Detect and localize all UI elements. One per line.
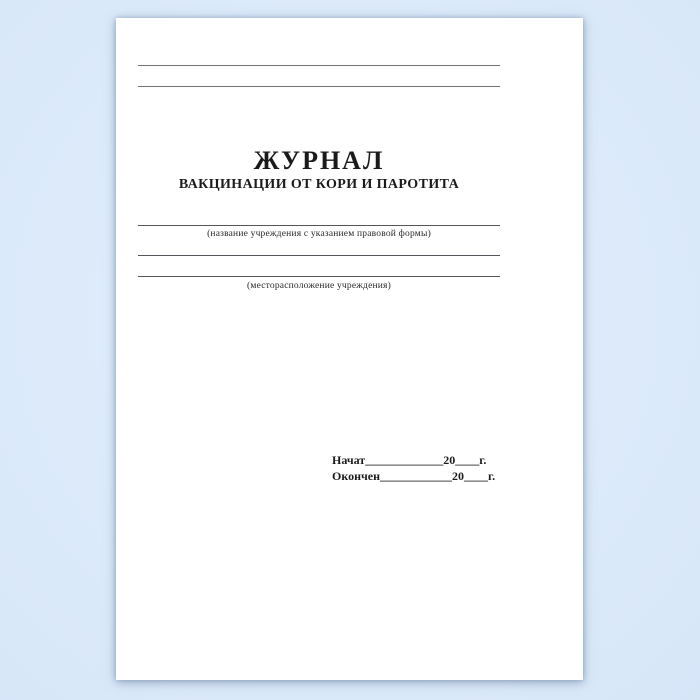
header-rule-1: [138, 65, 500, 66]
finished-year-prefix: 20: [452, 469, 465, 483]
started-label: Начат: [332, 453, 366, 467]
header-rule-2: [138, 86, 500, 87]
finished-blank-line: ____________: [380, 469, 453, 483]
institution-name-line: [138, 225, 500, 226]
institution-extra-line: [138, 255, 500, 256]
journal-cover-page: [116, 18, 583, 680]
started-year-blank: ____: [455, 453, 480, 467]
finished-row: [332, 469, 495, 483]
journal-title: ЖУРНАЛ: [253, 146, 385, 175]
started-row: [332, 453, 486, 467]
location-caption: (месторасположение учреждения): [247, 281, 391, 291]
finished-year-blank: ____: [464, 469, 489, 483]
journal-subtitle: ВАКЦИНАЦИИ ОТ КОРИ И ПАРОТИТА: [178, 177, 460, 192]
started-blank-line: _____________: [365, 453, 444, 467]
started-year-suffix: г.: [479, 453, 487, 467]
location-line: [138, 276, 500, 277]
finished-year-suffix: г.: [488, 469, 496, 483]
institution-name-caption: (название учреждения с указанием правовой формы): [207, 229, 431, 239]
finished-label: Окончен: [332, 469, 381, 483]
started-year-prefix: 20: [443, 453, 456, 467]
